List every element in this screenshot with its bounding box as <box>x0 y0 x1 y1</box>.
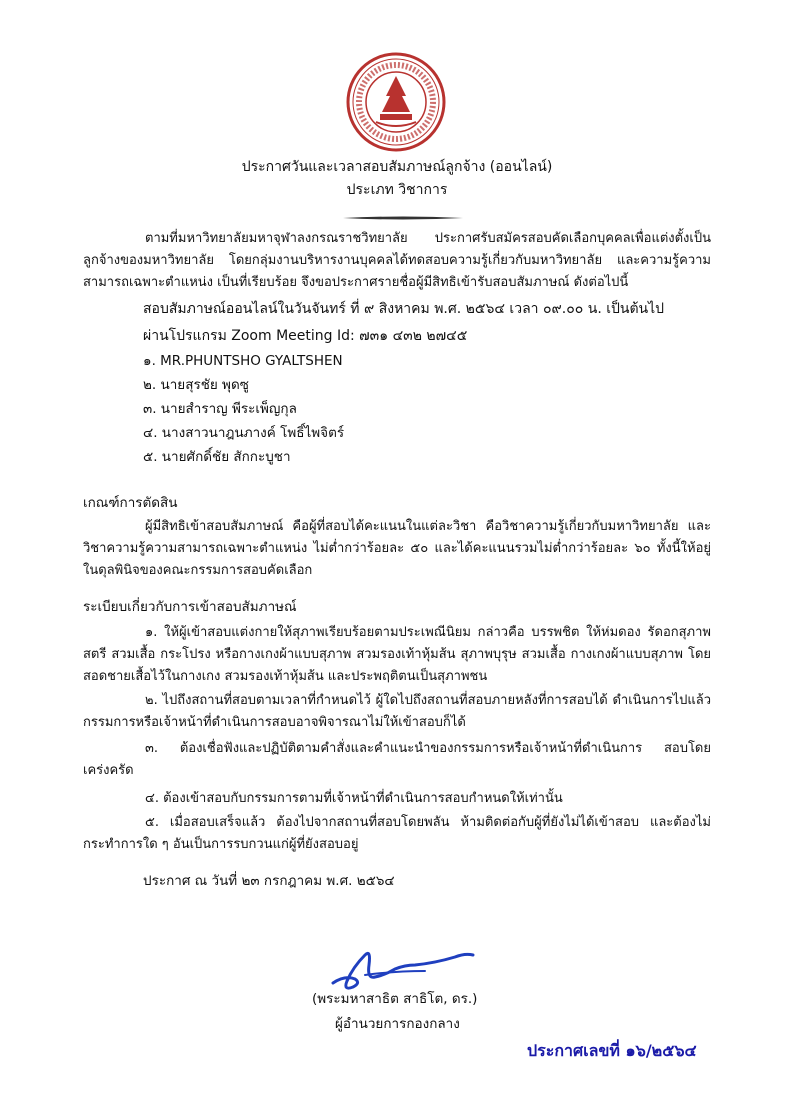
criteria-heading: เกณฑ์การตัดสิน <box>83 495 178 511</box>
page-title: ประกาศวันและเวลาสอบสัมภาษณ์ลูกจ้าง (ออนไลน์) <box>241 159 553 175</box>
candidate-item: ๕. นายศักดิ์ชัย สักกะบูชา <box>143 449 291 465</box>
rule-item: ๑. ให้ผู้เข้าสอบแต่งกายให้สุภาพเรียบร้อยตามประเพณีนิยม กล่าวคือ บรรพชิต ให้ห่มดอง รัดอกสุภาพสตรี สวมเสื้อ กระโปรง หรือกางเกงผ้าแบบสุภาพ สวมรองเท้าหุ้มส้น สุภาพบุรุษ สวมเสื้อ กางเกงผ้าแบบสุภาพ โดยสอดชายเสื้อไว้ในกางเกง สวมรองเท้าหุ้มส้น และประพฤติตนเป็นสุภาพชน <box>83 625 711 684</box>
rule-item: ๕. เมื่อสอบเสร็จแล้ว ต้องไปจากสถานที่สอบโดยพลัน ห้ามติดต่อกับผู้ที่ยังไม่ได้เข้าสอบ และต้องไม่กระทำการใด ๆ อันเป็นการรบกวนแก่ผู้ที่ยังสอบอยู่ <box>83 815 711 852</box>
signer-name: (พระมหาสาธิต สาธิโต, ดร.) <box>312 991 478 1007</box>
candidate-item: ๔. นางสาวนาฎนภางค์ โพธิ์ไพจิตร์ <box>143 425 345 441</box>
candidate-item: ๑. MR.PHUNTSHO GYALTSHEN <box>143 353 343 369</box>
interview-schedule: สอบสัมภาษณ์ออนไลน์ในวันจันทร์ ที่ ๙ สิงหาคม พ.ศ. ๒๕๖๔ เวลา ๐๙.๐๐ น. เป็นต้นไป <box>143 301 665 317</box>
candidate-item: ๒. นายสุรชัย พุดซู <box>143 377 249 393</box>
university-seal-logo <box>346 52 446 152</box>
zoom-meeting-id: ผ่านโปรแกรม Zoom Meeting Id: ๗๓๑ ๔๓๒ ๒๗๔๕ <box>143 328 468 344</box>
announcement-date: ประกาศ ณ วันที่ ๒๓ กรกฎาคม พ.ศ. ๒๕๖๔ <box>143 873 395 889</box>
signer-position: ผู้อำนวยการกองกลาง <box>335 1016 460 1032</box>
announcement-number: ประกาศเลขที่ ๑๖/๒๕๖๔ <box>527 1041 697 1060</box>
page-subtitle: ประเภท วิชาการ <box>346 182 448 198</box>
rules-heading: ระเบียบเกี่ยวกับการเข้าสอบสัมภาษณ์ <box>83 599 297 615</box>
title-divider <box>343 216 463 220</box>
signature-image <box>325 935 485 995</box>
candidate-item: ๓. นายสำราญ พีระเพ็ญกุล <box>143 401 297 417</box>
intro-paragraph: ตามที่มหาวิทยาลัยมหาจุฬาลงกรณราชวิทยาลัย ประกาศรับสมัครสอบคัดเลือกบุคคลเพื่อแต่งตั้งเป็นลูกจ้างของมหาวิทยาลัย โดยกลุ่มงานบริหารงานบุคคลได้ทดสอบความรู้เกี่ยวกับมหาวิทยาลัย และความรู้ความสามารถเฉพาะตำแหน่ง เป็นที่เรียบร้อย จึงขอประกาศรายชื่อผู้มีสิทธิเข้ารับสอบสัมภาษณ์ ดังต่อไปนี้ <box>83 231 711 290</box>
rule-item: ๔. ต้องเข้าสอบกับกรรมการตามที่เจ้าหน้าที่ดำเนินการสอบกำหนดให้เท่านั้น <box>145 791 563 806</box>
rule-item: ๓. ต้องเชื่อฟังและปฏิบัติตามคำสั่งและคำแนะนำของกรรมการหรือเจ้าหน้าที่ดำเนินการ สอบโดยเคร่งครัด <box>83 741 711 778</box>
criteria-paragraph: ผู้มีสิทธิเข้าสอบสัมภาษณ์ คือผู้ที่สอบได้คะแนนในแต่ละวิชา คือวิชาความรู้เกี่ยวกับมหาวิทยาลัย และวิชาความรู้ความสามารถเฉพาะตำแหน่ง ไม่ต่ำกว่าร้อยละ ๕๐ และได้คะแนนรวมไม่ต่ำกว่าร้อยละ ๖๐ ทั้งนี้ให้อยู่ในดุลพินิจของคณะกรรมการสอบคัดเลือก <box>83 519 711 578</box>
rule-item: ๒. ไปถึงสถานที่สอบตามเวลาที่กำหนดไว้ ผู้ใดไปถึงสถานที่สอบภายหลังที่การสอบได้ ดำเนินการไปแล้ว กรรมการหรือเจ้าหน้าที่ดำเนินการสอบอาจพิจารณาไม่ให้เข้าสอบก็ได้ <box>83 693 711 730</box>
